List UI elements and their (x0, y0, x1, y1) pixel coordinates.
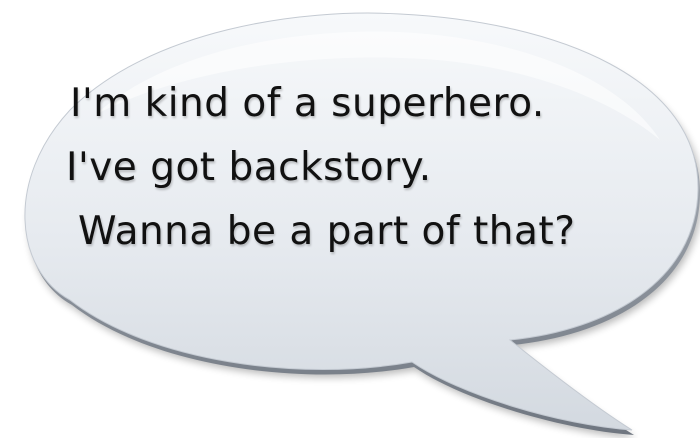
quote-line-3: Wanna be a part of that? (78, 209, 576, 254)
quote-line-1: I'm kind of a superhero. (70, 81, 545, 126)
quote-line-2: I've got backstory. (66, 145, 432, 190)
bubble-quote (62, 72, 672, 264)
